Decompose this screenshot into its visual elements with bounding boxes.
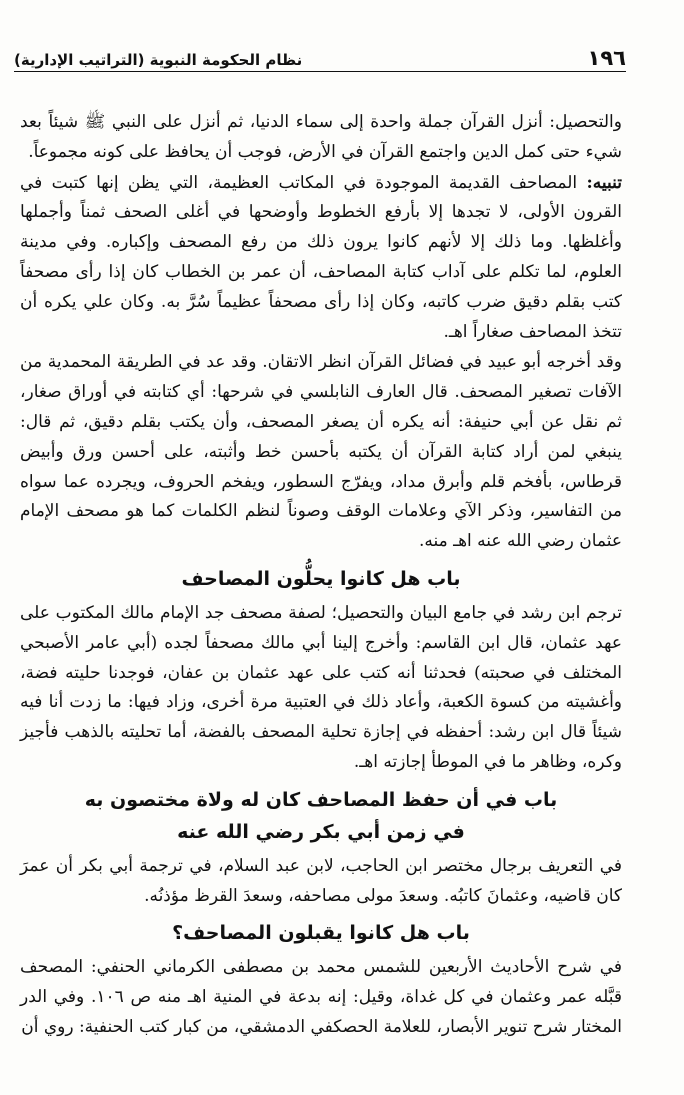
- section-heading-2-line-2: في زمن أبي بكر رضي الله عنه: [177, 820, 465, 843]
- note-lead: تنبيه:: [586, 172, 622, 193]
- running-title: نظام الحكومة النبوية (التراتيب الإدارية): [14, 51, 303, 69]
- section-heading-2-line-1: باب في أن حفظ المصاحف كان له ولاة مختصون به: [84, 788, 558, 811]
- section-heading-1: باب هل كانوا يحلُّون المصاحف: [181, 567, 461, 590]
- section-heading-3: باب هل كانوا يقبلون المصاحف؟: [172, 922, 470, 945]
- section-1-body: ترجم ابن رشد في جامع البيان والتحصيل؛ لصفة مصحف جد الإمام مالك المكتوب على عهد عثمان، قال ابن القاسم: وأخرج إلينا أبي مالك مصحفاً لجده (أبي عامر الأصبحي المختلف في صحبته) فحدثنا أنه كتب على عهد عثمان بن عفان، فوجدنا حليته فضة، وأغشيته من كسوة الكعبة، وأعاد ذلك في العتبية مرة أخرى، وزاد فيها: ما زدت أنا فيه شيئاً قال ابن رشد: أحفظه في إجازة تحلية المصحف بالفضة، أما تحليته بالذهب فأجيز وكره، وظاهر ما في الموطأ إجازته اهـ.: [20, 602, 622, 772]
- paragraph-3: وقد أخرجه أبو عبيد في فضائل القرآن انظر الاتقان. وقد عد في الطريقة المحمدية من الآفات تصغير المصحف. قال العارف النابلسي في شرحها: أي كتابته في أوراق صغار، ثم نقل عن أبي حنيفة: أنه يكره أن يصغر المصحف، وأن يكتب بقلم دقيق، ثم قال: ينبغي لمن أراد كتابة القرآن أن يكتبه بأحسن خط وأثبته، على أحسن ورق وأبيض قرطاس، بأفخم قلم وأبرق مداد، ويفرّج السطور، ويفخم الحروف، ويجرده عما سواه من التفاسير، وذكر الآي وعلامات الوقف وصوناً لنظم الكلمات كما هو مصحف الإمام عثمان رضي الله عنه اهـ منه.: [20, 352, 622, 552]
- paragraph-note: [20, 169, 622, 348]
- page-body: [20, 108, 622, 1043]
- paragraph-1: والتحصيل: أنزل القرآن جملة واحدة إلى سماء الدنيا، ثم أنزل على النبي ﷺ شيئاً بعد شيء حتى كمل الدين واجتمع القرآن في الأرض، فوجب أن يحافظ على كونه مجموعاً.: [20, 112, 622, 162]
- section-2-body: في التعريف برجال مختصر ابن الحاجب، لابن عبد السلام، في ترجمة أبي بكر أن عمرَ كان قاضيه، وعثمانَ كاتبُه. وسعدَ مولى مصاحفه، وسعدَ القرظ مؤذنُه.: [20, 855, 622, 906]
- note-text: المصاحف القديمة الموجودة في المكاتب العظيمة، التي يظن إنها كتبت في القرون الأولى، لا تجدها إلا بأرفع الخطوط وأوضحها في أغلى الصحف ثمناً وأجملها وأغلظها. وما ذلك إلا لأنهم كانوا يرون ذلك من رفع المصحف وإكباره. وفي مدينة العلوم، لما تكلم على آداب كتابة المصاحف، أن عمر بن الخطاب كان إذا رأى مصحفاً كتب بقلم دقيق ضرب كاتبه، وكان إذا رأى مصحفاً عظيماً سُرَّ به. وكان علي يكره أن تتخذ المصاحف صغاراً اهـ.: [20, 172, 622, 342]
- section-heading-2: [20, 784, 622, 848]
- running-header: [14, 48, 626, 74]
- section-3-body: في شرح الأحاديث الأربعين للشمس محمد بن مصطفى الكرماني الحنفي: المصحف قبَّله عمر وعثمان في كل غداة، وقيل: إنه بدعة في المنية اهـ منه ص ١٠٦. وفي الدر المختار شرح تنوير الأبصار، للعلامة الحصكفي الدمشقي، من كبار كتب الحنفية: روي أن: [20, 957, 622, 1037]
- header-rule: [14, 71, 626, 72]
- page-number: ١٩٦: [587, 46, 626, 70]
